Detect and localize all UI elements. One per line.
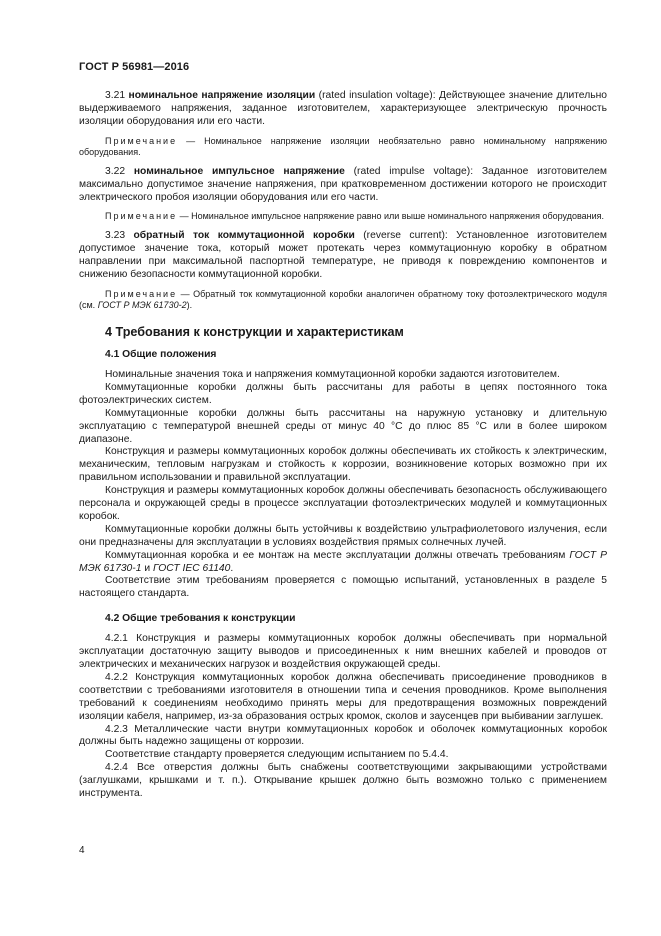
standard-reference: ГОСТ IEC 61140 [152,562,231,574]
conjunction: и [144,562,151,574]
paragraph-4-2-1: 4.2.1 Конструкция и размеры коммутационных коробок должны обеспечивать при нормальной эксплуатации достаточную защиту выводов и присоединенных к ним внешних кабелей и проводов от электрических и механических нагрузок и воздействия окружающей среды. [79,633,607,670]
note-label: Примечание [105,289,178,300]
definition-term: номинальное напряжение изоляции [128,90,316,101]
definition-text: (rated impulse voltage): Заданное изготовителем максимально допустимое значение напряжения, при кратковременном достижении которого не происходит электрического пробоя изоляции оборудования или его части. [79,165,607,203]
paragraph: Коммутационные коробки должны быть рассчитаны для работы в цепях постоянного тока фотоэлектрических систем. [79,381,607,406]
definition-term: обратный ток коммутационной коробки [133,230,355,242]
page-number: 4 [79,845,85,856]
note-3-21 [79,136,607,158]
paragraph: Коммутационные коробки должны быть рассчитаны на наружную установку и длительную эксплуатацию с температурой внешней среды от минус 40 °С до плюс 85 °С или в более широком диапазоне. [79,407,607,445]
document-header: ГОСТ Р 56981—2016 [79,61,190,73]
paragraph-with-references [79,550,607,576]
paragraph: Соответствие стандарту проверяется следующим испытанием по 5.4.4. [105,749,449,761]
paragraph: Номинальные значения тока и напряжения коммутационной коробки задаются изготовителем. [105,368,560,380]
paragraph: Коммутационные коробки должны быть устойчивы к воздействию ультрафиолетового излучения, если они предназначены для эксплуатации в условиях воздействия прямых солнечных лучей. [79,523,607,548]
definition-term: номинальное импульсное напряжение [133,165,345,177]
paragraph-end: . [230,562,234,574]
page-content [79,90,607,801]
paragraph-4-2-2: 4.2.2 Конструкция коммутационных коробок должна обеспечивать присоединение проводников в соответствии с требованиями изготовителя в отношении типа и сечения проводников. Кроме выполнения требований к соединениям необходимо принять меры для предотвращения возможных повреждений изоляции кабеля, например, из-за образования острых кромок, сколов и заусенцев при выбивании заглушек. [79,671,607,722]
paragraph-4-2-4: 4.2.4 Все отверстия должны быть снабжены соответствующими закрывающими устройствами (заглушками, крышками и т. п.). Открывание крышек должно быть возможно только с применением инструмента. [79,762,607,800]
paragraph-4-2-3: 4.2.3 Металлические части внутри коммутационных коробок и оболочек коммутационных коробок должны быть надежно защищены от коррозии. [79,723,607,748]
section-title: 4 Требования к конструкции и характеристикам [105,325,404,340]
paragraph: Соответствие этим требованиям проверяется с помощью испытаний, установленных в разделе 5 настоящего стандарта. [79,575,607,600]
definition-text: (rated insulation voltage): Действующее значение длительно выдерживаемого напряжения, заданное изготовителем, характеризующее электрическую прочность изоляции оборудования или его части. [79,90,607,127]
paragraph: Конструкция и размеры коммутационных коробок должны обеспечивать безопасность обслуживающего персонала и окружающей среды в процессе эксплуатации фотоэлектрических модулей и коммутационных коробок. [79,485,607,522]
definition-number: 3.21 [105,90,126,101]
standard-reference: ГОСТ Р МЭК 61730-1 [79,549,607,574]
note-text: — Номинальное импульсное напряжение равно или выше номинального напряжения оборудования. [179,211,605,222]
note-text: — Обратный ток коммутационной коробки аналогичен обратному току фотоэлектрического модуля (см. [79,289,607,311]
note-text-end: ). [186,300,193,311]
note-reference: ГОСТ Р МЭК 61730-2 [97,300,187,311]
paragraph-text: Коммутационная коробка и ее монтаж на месте эксплуатации должны отвечать требованиям [105,549,566,561]
note-label: Примечание [105,211,178,222]
definition-3-22 [79,166,607,205]
subsection-title-4-1: 4.1 Общие положения [105,349,217,361]
paragraph: Конструкция и размеры коммутационных коробок должны обеспечивать их стойкость к электрическим, механическим, тепловым нагрузкам и стойкость к коррозии, возникновение которых возможно при их правильном использовании и правильной эксплуатации. [79,446,607,484]
subsection-title-4-2: 4.2 Общие требования к конструкции [105,613,296,625]
note-text: — Номинальное напряжение изоляции необязательно равно номинальному напряжению оборудования. [79,135,607,157]
note-3-22 [79,211,607,222]
definition-3-23 [79,230,607,282]
definition-number: 3.22 [105,165,126,177]
note-label: Примечание [105,135,178,146]
note-3-23 [79,289,607,311]
definition-text: (reverse current): Установленное изготовителем допустимое значение тока, который может протекать через коммутационную коробку в обратном направлении при максимальной паспортной температуре, не приводя к повреждению компонентов и снижению безопасности коммутационной коробки. [79,230,607,281]
definition-3-21 [79,90,607,129]
definition-number: 3.23 [105,230,126,242]
